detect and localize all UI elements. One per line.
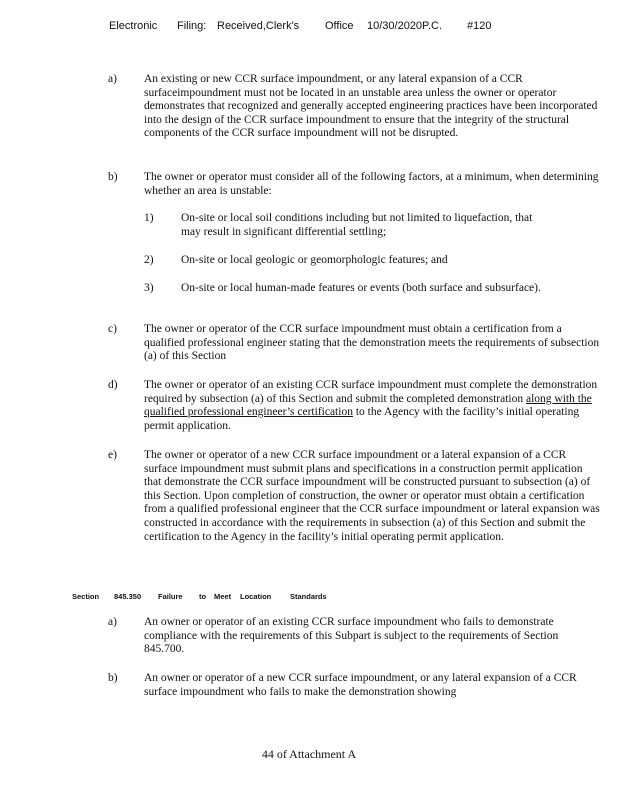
subparagraph-marker: 3) xyxy=(144,282,154,294)
subparagraph-text: On-site or local geologic or geomorphologic features; and xyxy=(181,254,448,266)
paragraph-text xyxy=(144,379,601,433)
inserted-text: along with the qualified professional engineer’s certification xyxy=(144,392,592,419)
subparagraph-marker: 2) xyxy=(144,254,154,266)
paragraph-marker: a) xyxy=(108,616,117,628)
header-number: #120 xyxy=(467,20,492,32)
heading-word: Meet xyxy=(214,592,232,601)
paragraph-marker: c) xyxy=(108,323,117,335)
paragraph-text: An existing or new CCR surface impoundment, or any lateral expansion of a CCR surfaceimpoundment must not be located in an unstable area unless the owner or operator demonstrates that recognized and generally accepted engineering practices have been incorporated into the design of the CCR surface impoundment to ensure that the integrity of the structural components of the CCR surface impoundment will not be disrupted. xyxy=(144,73,598,140)
paragraph-marker: e) xyxy=(108,449,117,461)
paragraph-text: An owner or operator of a new CCR surface impoundment, or any lateral expansion of a CCR surface impoundment who fails to make the demonstration showing xyxy=(144,672,577,698)
heading-word: to xyxy=(199,592,207,601)
subparagraph-marker: 1) xyxy=(144,212,154,224)
header-office: Office xyxy=(325,20,354,32)
paragraph-marker: b) xyxy=(108,171,118,183)
paragraph-marker: d) xyxy=(108,379,118,391)
section-label: Section xyxy=(72,592,100,601)
header-received: Received,Clerk's xyxy=(217,20,300,32)
header-filing: Filing: xyxy=(177,20,207,32)
heading-word: Location xyxy=(240,592,272,601)
paragraph-text-start: The owner or operator of an existing CCR surface impoundment must complete the demonstration required by subsection (a) of this Section and submit the completed demonstration xyxy=(144,379,598,405)
paragraph-text: The owner or operator of the CCR surface impoundment must obtain a certification from a qualified professional engineer stating that the demonstration meets the requirements of subsection (a) of this Section xyxy=(144,323,600,363)
paragraph-text: The owner or operator of a new CCR surface impoundment or a lateral expansion of a CCR surface impoundment must submit plans and specifications in a construction permit application that demonstrate the CCR surface impoundment will be constructed pursuant to subsection (a) of this Section. Upon completion of construction, the owner or operator must obtain a certification from a qualified professional engineer that the CCR surface impoundment or lateral expansion was constructed in accordance with the requirements in subsection (a) of this Section and submit the certification to the Agency in the facility’s initial operating permit application. xyxy=(144,449,600,543)
section-number: 845.350 xyxy=(114,592,142,601)
subparagraph-text: On-site or local human-made features or events (both surface and subsurface). xyxy=(181,282,541,294)
paragraph-text: The owner or operator must consider all of the following factors, at a minimum, when determining whether an area is unstable: xyxy=(144,171,599,197)
heading-word: Standards xyxy=(290,592,327,601)
page-footer: 44 of Attachment A xyxy=(261,747,357,761)
paragraph-text: An owner or operator of an existing CCR surface impoundment who fails to demonstrate compliance with the requirements of this Subpart is subject to the requirements of Section 845.700. xyxy=(144,616,559,656)
paragraph-marker: b) xyxy=(108,672,118,684)
header-date: 10/30/2020P.C. xyxy=(367,20,443,32)
paragraph-text-end: to the Agency with the facility’s initial operating permit application. xyxy=(144,406,580,432)
subparagraph-text: On-site or local soil conditions including but not limited to liquefaction, that may result in significant differential settling; xyxy=(181,212,533,238)
paragraph-marker: a) xyxy=(108,73,117,85)
heading-word: Failure xyxy=(158,592,183,601)
header-electronic: Electronic xyxy=(109,20,158,32)
